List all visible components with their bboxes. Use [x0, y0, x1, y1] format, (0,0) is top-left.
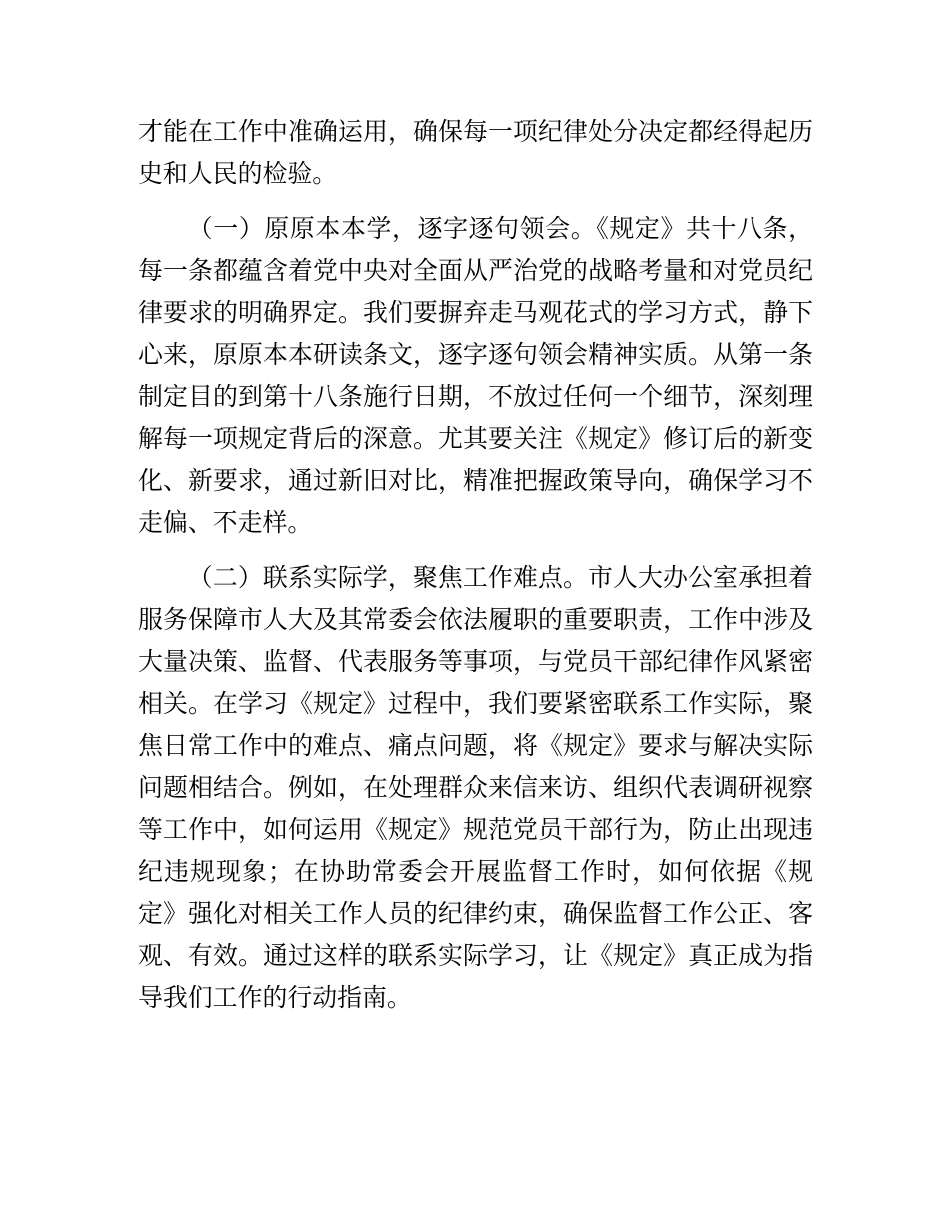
paragraph-continuation: 才能在工作中准确运用，确保每一项纪律处分决定都经得起历史和人民的检验。: [138, 119, 813, 188]
paragraph-section-2: （二）联系实际学，聚焦工作难点。市人大办公室承担着服务保障市人大及其常委会依法履职的重要职责，工作中涉及大量决策、监督、代表服务等事项，与党员干部纪律作风紧密相关。在学习《规定》过程中，我们要紧密联系工作实际，聚焦日常工作中的难点、痛点问题，将《规定》要求与解决实际问题相结合。例如，在处理群众来信来访、组织代表调研视察等工作中，如何运用《规定》规范党员干部行为，防止出现违纪违规现象；在协助常委会开展监督工作时，如何依据《规定》强化对相关工作人员的纪律约束，确保监督工作公正、客观、有效。通过这样的联系实际学习，让《规定》真正成为指导我们工作的行动指南。: [138, 565, 813, 1012]
paragraph-section-1: （一）原原本本学，逐字逐句领会。《规定》共十八条，每一条都蕴含着党中央对全面从严治党的战略考量和对党员纪律要求的明确界定。我们要摒弃走马观花式的学习方式，静下心来，原原本本研读条文，逐字逐句领会精神实质。从第一条制定目的到第十八条施行日期，不放过任何一个细节，深刻理解每一项规定背后的深意。尤其要关注《规定》修订后的新变化、新要求，通过新旧对比，精准把握政策导向，确保学习不走偏、不走样。: [138, 216, 813, 537]
